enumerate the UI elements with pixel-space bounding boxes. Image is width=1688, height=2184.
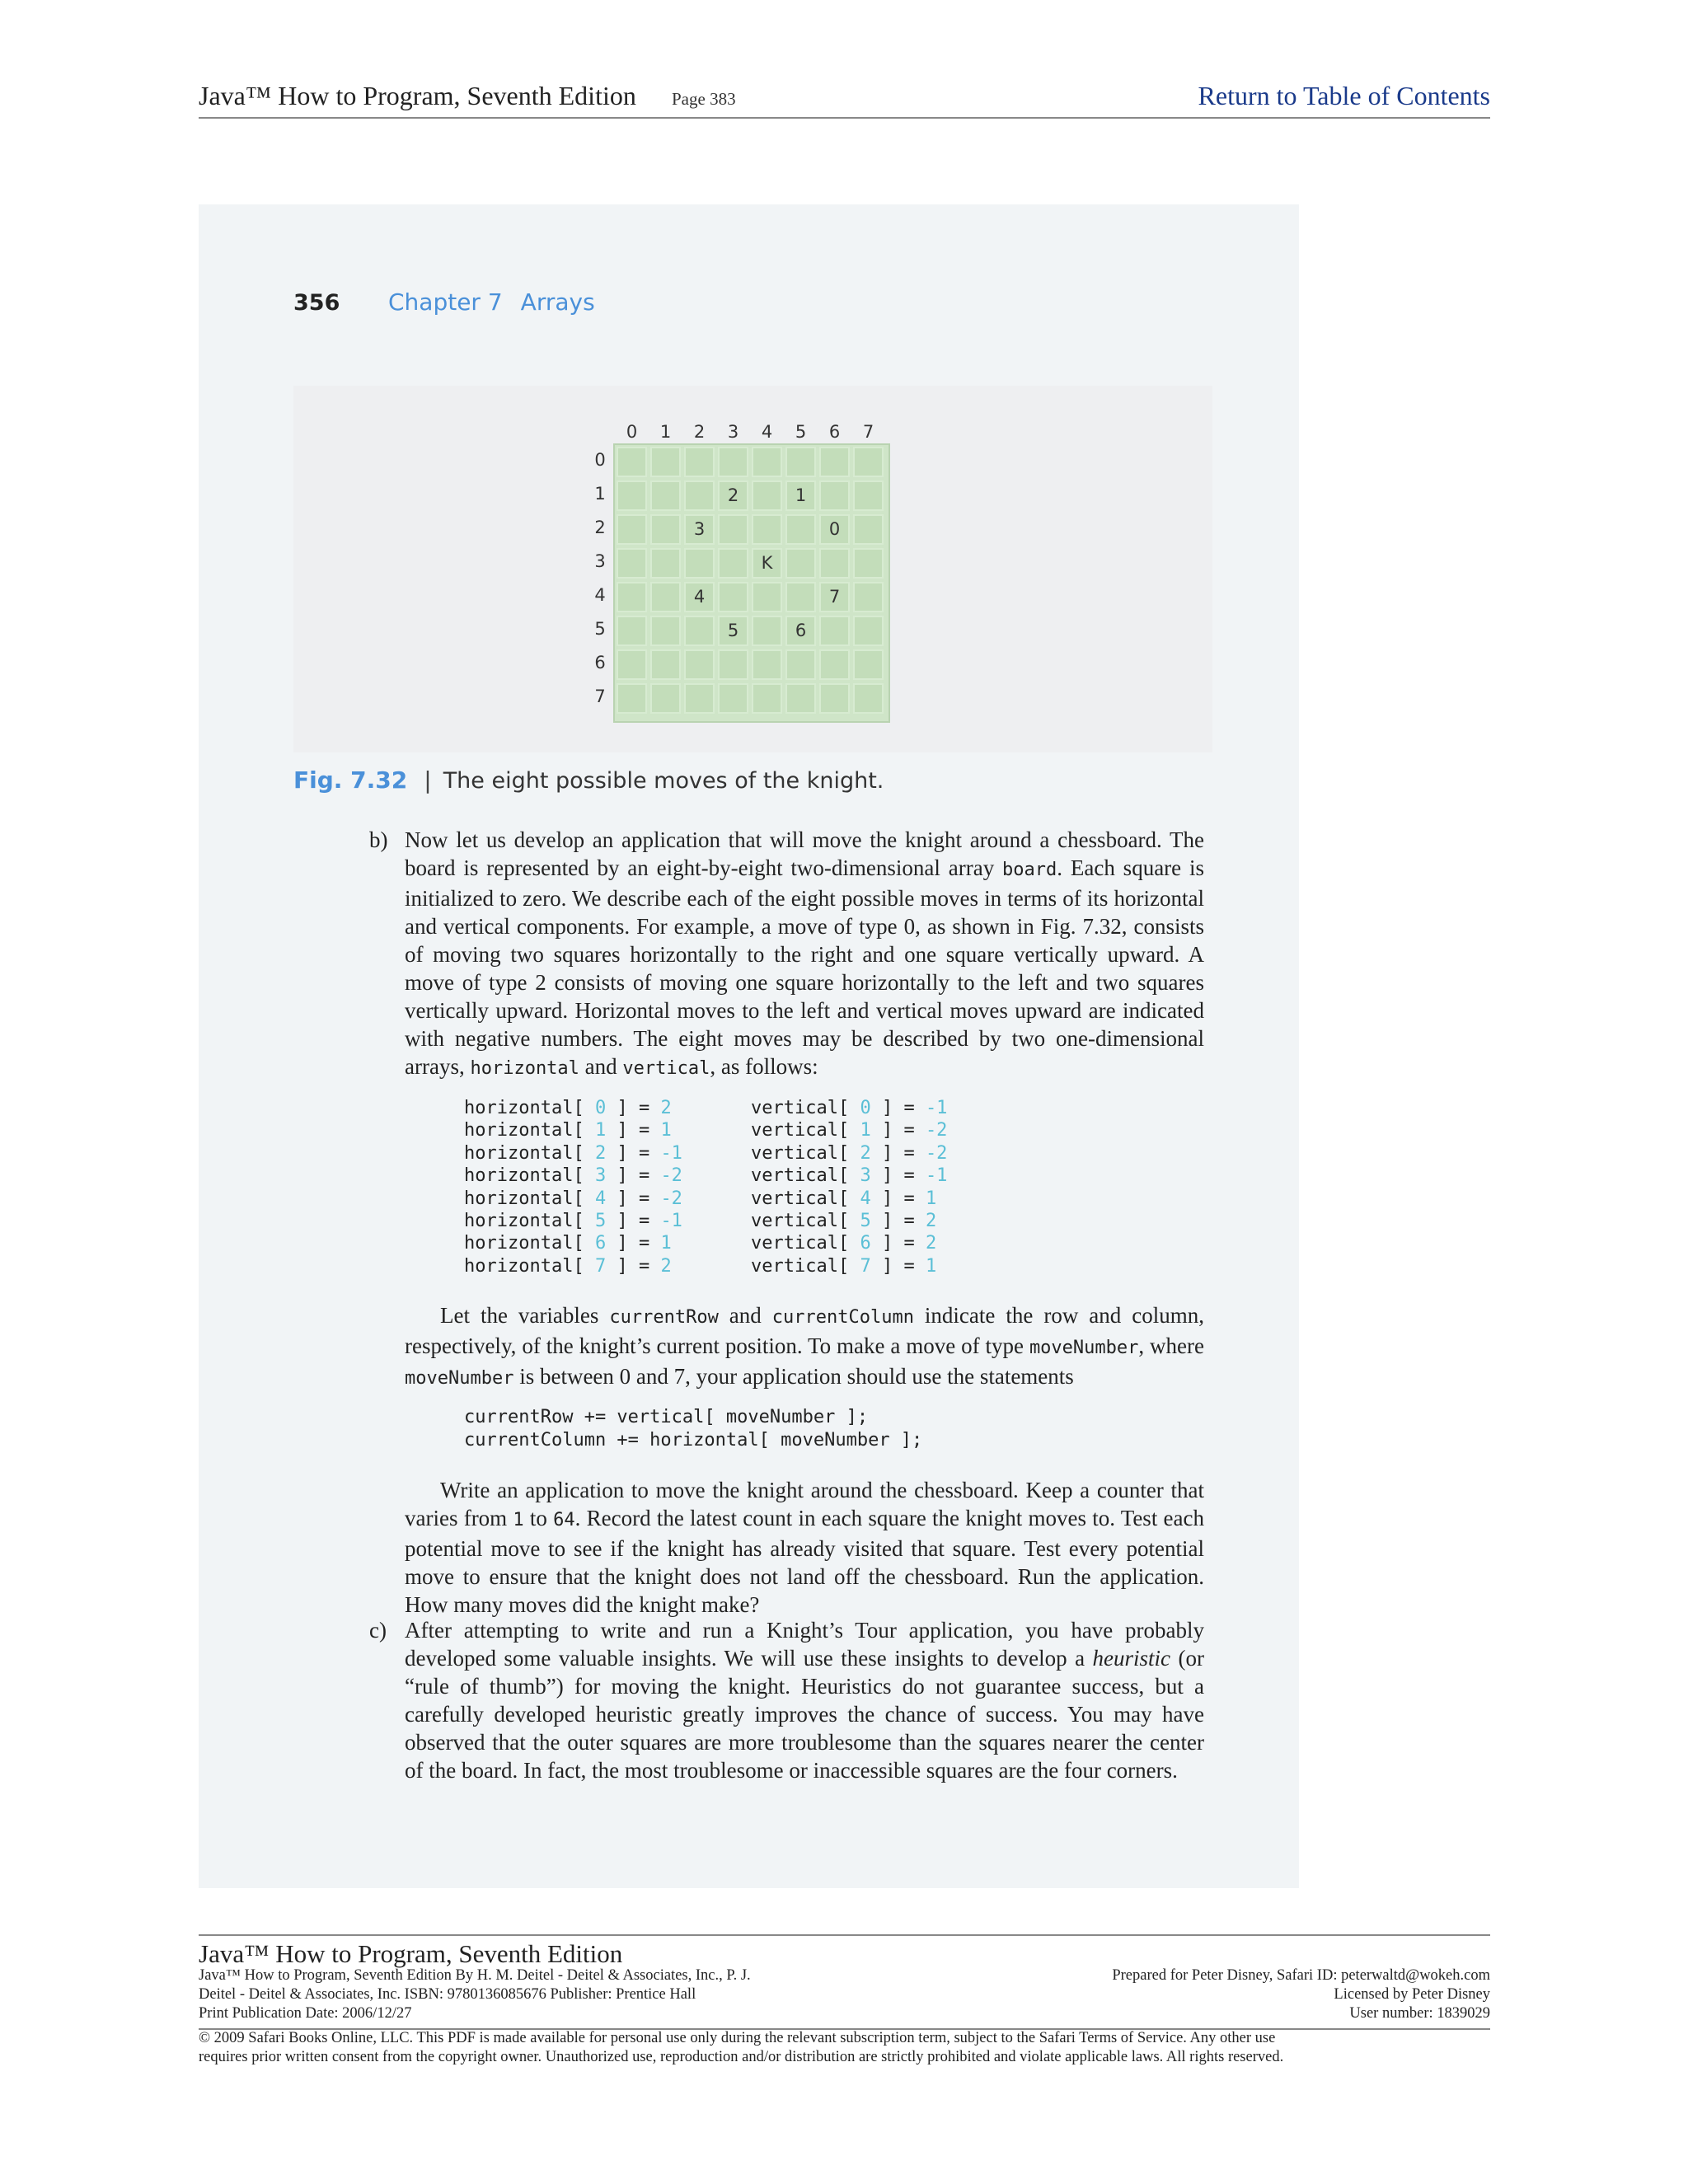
text-run: , as follows: [710, 1054, 818, 1079]
code-statements [464, 1406, 922, 1452]
row-label: 3 [594, 551, 606, 571]
column-label: 6 [828, 422, 841, 442]
part-c-label: c) [369, 1618, 387, 1643]
code-line: currentColumn += horizontal[ moveNumber ]; [464, 1430, 923, 1451]
board-square [752, 480, 782, 511]
board-square [785, 447, 816, 477]
horizontal-array [464, 1097, 682, 1277]
array-assignment: vertical[ 7 ] = 1 [751, 1255, 937, 1277]
board-square [684, 447, 715, 477]
array-assignment: horizontal[ 2 ] = -1 [464, 1142, 682, 1164]
board-square [684, 480, 715, 511]
code-run: currentColumn [771, 1307, 914, 1328]
board-square [650, 649, 681, 680]
code-run: moveNumber [1029, 1338, 1139, 1358]
array-assignment: vertical[ 3 ] = -1 [751, 1165, 948, 1187]
board-square [853, 514, 884, 545]
column-label: 2 [693, 422, 706, 442]
chessboard [613, 443, 890, 723]
array-assignment: horizontal[ 3 ] = -2 [464, 1165, 682, 1187]
copyright-line: © 2009 Safari Books Online, LLC. This PDF is made available for personal use only during the relevant subscription term, subject to the Safari Terms of Service. Any other use [199, 2030, 1276, 2046]
emphasis-run: heuristic [1092, 1646, 1171, 1671]
text-run: indicate the row and column, respectively, of the knight’s current position. To make a move of type [405, 1303, 1205, 1358]
page-label: Page 383 [672, 89, 736, 109]
board-square [718, 649, 748, 680]
board-square [752, 514, 782, 545]
footer-line: User number: 1839029 [1349, 2005, 1490, 2022]
column-label: 5 [795, 422, 807, 442]
board-square [819, 649, 850, 680]
column-label: 1 [659, 422, 672, 442]
board-square [853, 480, 884, 511]
chapter-label: Chapter 7 [388, 288, 503, 316]
board-square [617, 447, 647, 477]
board-square [684, 649, 715, 680]
caption-text: The eight possible moves of the knight. [443, 768, 884, 794]
column-label: 0 [626, 422, 638, 442]
text-run: Write an application to move the knight around the chessboard. Keep a counter that varies from [405, 1478, 1204, 1530]
board-square [718, 582, 748, 612]
text-run: to [523, 1506, 554, 1530]
board-square [617, 548, 647, 579]
text-run: . Each square is initialized to zero. We describe each of the eight possible moves in terms of its horizontal and vertical components. For example, a move of type 0, as shown in Fig. 7.32, consists of moving two squares horizontally to the right and one square vertically upward. A move of type 2 consists of moving one square horizontally to the left and two squares vertically upward. Horizontal moves to the left and vertical moves upward are indicated with negative numbers. The eight moves may be described by two one-dimensional arrays, [405, 855, 1205, 1079]
vertical-array [751, 1097, 947, 1277]
board-square [718, 514, 748, 545]
board-square [650, 447, 681, 477]
board-square: 0 [819, 514, 850, 545]
board-square: 1 [785, 480, 816, 511]
page-footer [199, 1934, 1490, 2065]
part-b-paragraph [369, 826, 1205, 1083]
array-assignment: vertical[ 2 ] = -2 [751, 1142, 948, 1164]
board-square [617, 480, 647, 511]
book-title: Java™ How to Program, Seventh Edition [199, 81, 636, 110]
board-square: 2 [718, 480, 748, 511]
array-assignment: horizontal[ 5 ] = -1 [464, 1211, 682, 1232]
board-square [718, 548, 748, 579]
text-run: , where [1138, 1333, 1204, 1358]
footer-line: Licensed by Peter Disney [1334, 1986, 1490, 2003]
copyright-line: requires prior written consent from the copyright owner. Unauthorized use, reproduction and/or distribution are strictly prohibited and violate applicable laws. All rights reserved. [199, 2049, 1284, 2065]
board-square [617, 582, 647, 612]
board-square [684, 616, 715, 646]
board-square [785, 582, 816, 612]
book-page [199, 204, 1299, 1888]
board-square [617, 514, 647, 545]
board-square [617, 649, 647, 680]
row-label: 6 [594, 653, 606, 673]
figure-number: Fig. 7.32 [293, 766, 408, 794]
board-square [650, 480, 681, 511]
board-square [853, 616, 884, 646]
column-label: 3 [727, 422, 739, 442]
board-square [785, 649, 816, 680]
part-b-label: b) [369, 827, 388, 852]
figure-caption [293, 766, 884, 794]
board-square [684, 548, 715, 579]
row-label: 7 [594, 687, 606, 706]
board-square [819, 616, 850, 646]
board-square: 6 [785, 616, 816, 646]
board-square [752, 649, 782, 680]
toc-link[interactable]: Return to Table of Contents [1198, 81, 1490, 110]
code-run: board [1002, 860, 1057, 880]
array-assignment: horizontal[ 1 ] = 1 [464, 1120, 672, 1141]
text-run: Let the variables [440, 1303, 610, 1328]
footer-line: Print Publication Date: 2006/12/27 [199, 2005, 412, 2022]
board-square [752, 582, 782, 612]
code-run: 1 [513, 1510, 524, 1530]
row-label: 0 [594, 450, 606, 470]
board-square [650, 548, 681, 579]
board-square [650, 582, 681, 612]
caption-divider: | [424, 766, 432, 794]
board-square [785, 683, 816, 714]
page-number: 356 [293, 290, 340, 316]
board-square [853, 447, 884, 477]
write-app-paragraph [405, 1476, 1204, 1619]
board-square [853, 683, 884, 714]
text-run: and [718, 1303, 772, 1328]
board-square [650, 616, 681, 646]
board-square [819, 447, 850, 477]
code-line: currentRow += vertical[ moveNumber ]; [464, 1407, 869, 1427]
array-assignment: vertical[ 6 ] = 2 [751, 1233, 937, 1254]
row-label: 5 [594, 619, 606, 639]
code-run: moveNumber [405, 1368, 514, 1389]
code-run: 64 [553, 1510, 575, 1530]
array-assignment: vertical[ 5 ] = 2 [751, 1211, 937, 1232]
text-run: (or “rule of thumb”) for moving the knight. Heuristics do not guarantee success, but a carefully developed heuristic greatly improves the chance of success. You may have observed that the outer squares are more troublesome than the squares nearer the center of the board. In fact, the most troublesome or inaccessible squares are the four corners. [405, 1646, 1204, 1783]
array-assignment: horizontal[ 6 ] = 1 [464, 1233, 672, 1254]
variables-paragraph [405, 1301, 1204, 1393]
row-label: 1 [594, 484, 606, 504]
column-label: 4 [761, 422, 773, 442]
board-square: 5 [718, 616, 748, 646]
board-square [819, 480, 850, 511]
code-run: currentRow [609, 1307, 719, 1328]
board-square [752, 683, 782, 714]
board-square [853, 582, 884, 612]
board-square [718, 683, 748, 714]
knight-moves-figure [293, 386, 1212, 752]
board-square [819, 548, 850, 579]
board-square [684, 683, 715, 714]
board-square: 4 [684, 582, 715, 612]
board-square [853, 649, 884, 680]
board-square [785, 548, 816, 579]
board-square [650, 683, 681, 714]
board-square [853, 548, 884, 579]
board-square: 7 [819, 582, 850, 612]
footer-line: Prepared for Peter Disney, Safari ID: peterwaltd@wokeh.com [1112, 1967, 1490, 1984]
board-square: 3 [684, 514, 715, 545]
code-run: horizontal [470, 1058, 579, 1079]
board-square [617, 683, 647, 714]
board-square [718, 447, 748, 477]
text-run: and [579, 1054, 623, 1079]
text-run: is between 0 and 7, your application should use the statements [513, 1364, 1074, 1389]
text-run: . Record the latest count in each square the knight moves to. Test each potential move to see if the knight has already visited that square. Test every potential move to ensure that the knight does not land off the chessboard. Run the application. How many moves did the knight make? [405, 1506, 1204, 1617]
board-square [752, 447, 782, 477]
page-header [199, 76, 1490, 119]
array-assignment: vertical[ 4 ] = 1 [751, 1188, 937, 1209]
board-square [819, 683, 850, 714]
chapter-title: Arrays [520, 288, 595, 316]
board-square [785, 514, 816, 545]
array-assignment: vertical[ 0 ] = -1 [751, 1098, 948, 1118]
text-run: After attempting to write and run a Knight’s Tour application, you have probably developed some valuable insights. We will use these insights to develop a [405, 1618, 1204, 1671]
column-label: 7 [862, 422, 874, 442]
row-label: 2 [594, 518, 606, 537]
chapter-heading [388, 288, 595, 316]
footer-line: Deitel - Deitel & Associates, Inc. ISBN: 9780136085676 Publisher: Prentice Hall [199, 1986, 696, 2003]
text-run: Now let us develop an application that will move the knight around a chessboard. The board is represented by an eight-by-eight two-dimensional array [405, 827, 1204, 880]
array-assignment: horizontal[ 4 ] = -2 [464, 1188, 682, 1209]
code-run: vertical [622, 1058, 710, 1079]
array-assignment: vertical[ 1 ] = -2 [751, 1120, 948, 1141]
row-label: 4 [594, 585, 606, 605]
move-arrays [464, 1097, 948, 1277]
footer-title: Java™ How to Program, Seventh Edition [199, 1939, 623, 1968]
part-c-paragraph [369, 1616, 1204, 1784]
array-assignment: horizontal[ 0 ] = 2 [464, 1098, 672, 1118]
board-square [752, 616, 782, 646]
board-square [617, 616, 647, 646]
board-square: K [752, 548, 782, 579]
board-square [650, 514, 681, 545]
footer-line: Java™ How to Program, Seventh Edition By H. M. Deitel - Deitel & Associates, Inc., P. J. [199, 1967, 751, 1984]
array-assignment: horizontal[ 7 ] = 2 [464, 1255, 672, 1277]
